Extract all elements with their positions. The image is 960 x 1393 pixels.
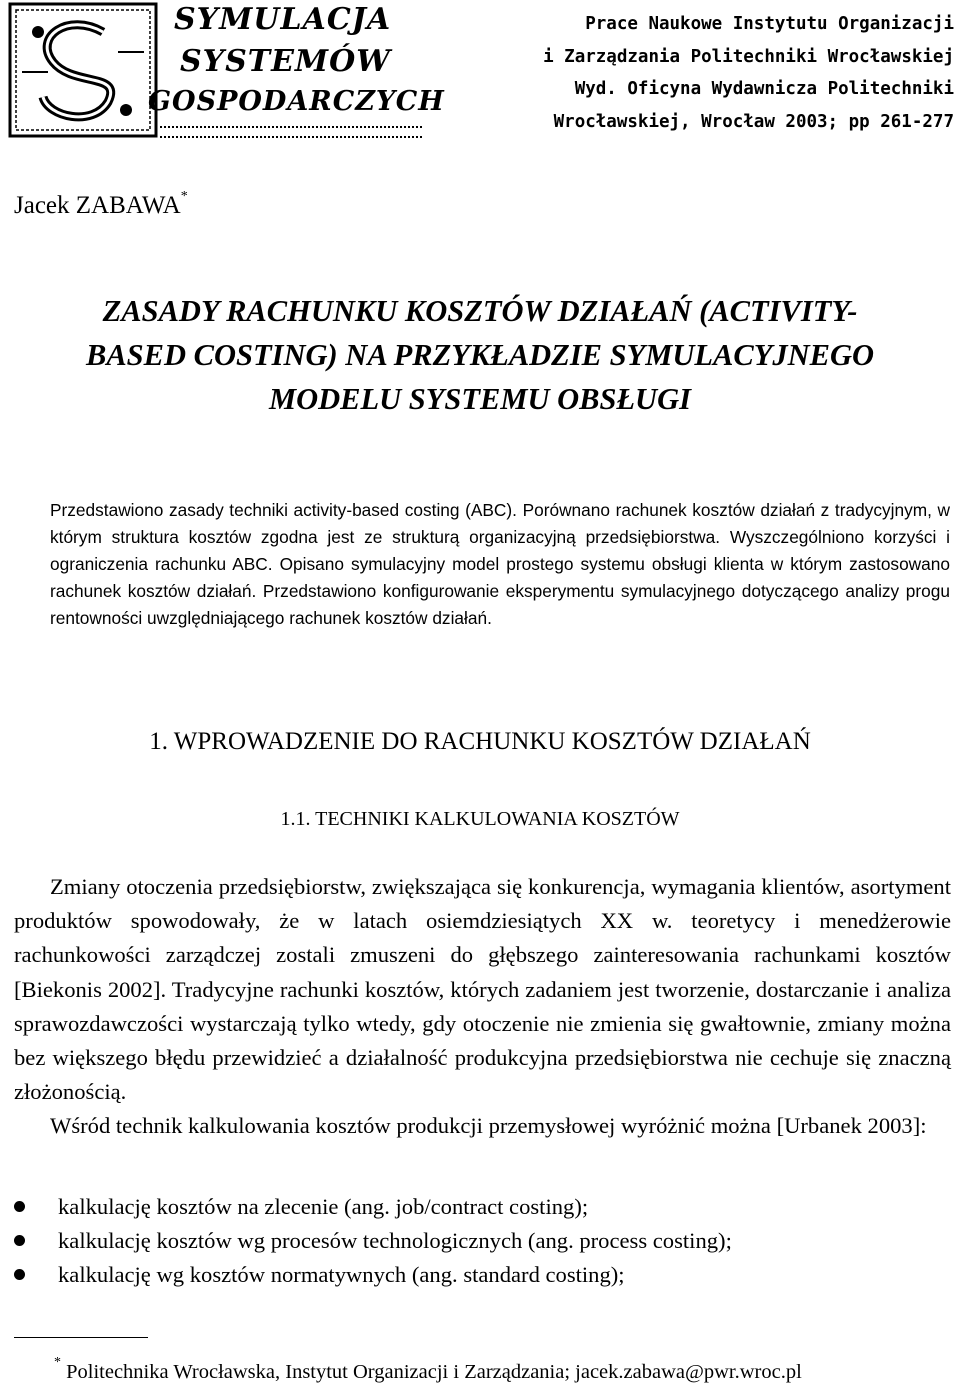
footnote-divider <box>14 1337 148 1338</box>
bullet-list <box>14 1190 951 1293</box>
abstract: Przedstawiono zasady techniki activity-based costing (ABC). Porównano rachunek kosztów działań z tradycyjnym, w którym struktura kosztów zgodna jest ze strukturą organizacyjną przedsiębiorstwa. Wyszczególniono korzyści i ograniczenia rachunku ABC. Opisano symulacyjny model prostego systemu obsługi klienta w którym zastosowano rachunek kosztów działań. Przedstawiono konfigurowanie eksperymentu symulacyjnego dotyczącego analizy progu rentowności uwzględniającego rachunek kosztów działań. <box>50 500 950 628</box>
publication-line: i Zarządzania Politechniki Wrocławskiej <box>543 46 954 67</box>
publication-line: Wrocławskiej, Wrocław 2003; pp 261-277 <box>553 111 954 132</box>
publication-line: Wyd. Oficyna Wydawnicza Politechniki <box>574 79 954 99</box>
logo-line-1: SYMULACJA <box>174 2 392 37</box>
body-text <box>14 870 951 1144</box>
list-item <box>14 1258 951 1292</box>
paper-title <box>0 289 960 421</box>
subsection-heading: 1.1. TECHNIKI KALKULOWANIA KOSZTÓW <box>280 808 680 830</box>
bullet-icon <box>14 1269 25 1280</box>
footnote-mark: * <box>54 1355 61 1370</box>
title-line: MODELU SYSTEMU OBSŁUGI <box>269 382 691 416</box>
title-line: ZASADY RACHUNKU KOSZTÓW DZIAŁAŃ (ACTIVITY- <box>102 294 858 328</box>
list-item-text: kalkulację kosztów wg procesów technologicznych (ang. process costing); <box>58 1228 732 1254</box>
list-item-text: kalkulację kosztów na zlecenie (ang. job/contract costing); <box>58 1194 589 1219</box>
ornament-emblem <box>8 2 158 138</box>
logo-border-strip <box>160 126 422 138</box>
paragraph: Zmiany otoczenia przedsiębiorstw, zwiększająca się konkurencja, wymagania klientów, asortyment produktów spowodowały, że w latach osiemdziesiątych XX w. teoretycy i menedżerowie rachunkowości zarządczej zostali zmuszeni do głębszego zainteresowania rachunkami kosztów [Biekonis 2002]. Tradycyjne rachunki kosztów, których zadaniem jest tworzenie, dostarczanie i analiza sprawozdawczości wystarczają tylko wtedy, gdy otoczenie nie zmienia się gwałtownie, zmiany można bez większego błędu przewidzieć a działalność produkcyjna przedsiębiorstwa nie cechuje się znaczną złożonością. <box>14 874 951 1105</box>
publication-info <box>470 8 954 138</box>
author <box>14 188 188 220</box>
author-footnote-mark: * <box>180 188 188 204</box>
publication-line: Prace Naukowe Instytutu Organizacji <box>585 14 954 34</box>
section-heading: 1. WPROWADZENIE DO RACHUNKU KOSZTÓW DZIAŁAŃ <box>149 728 811 755</box>
footnote-text: Politechnika Wrocławska, Instytut Organizacji i Zarządzania; jacek.zabawa@pwr.wroc.pl <box>66 1360 802 1383</box>
list-item-text: kalkulację wg kosztów normatywnych (ang. standard costing); <box>58 1262 625 1288</box>
bullet-icon <box>14 1201 25 1212</box>
title-line: BASED COSTING) NA PRZYKŁADZIE SYMULACYJNEGO <box>85 338 875 372</box>
footnote <box>54 1355 802 1384</box>
paragraph: Wśród technik kalkulowania kosztów produkcji przemysłowej wyróżnić można [Urbanek 2003]: <box>50 1113 927 1139</box>
logo-line-3: GOSPODARCZYCH <box>148 86 445 117</box>
logo-line-2: SYSTEMÓW <box>180 44 391 79</box>
list-item <box>14 1224 951 1258</box>
list-item <box>14 1190 951 1224</box>
journal-logo <box>8 0 445 140</box>
author-name: Jacek ZABAWA <box>14 192 181 219</box>
bullet-icon <box>14 1235 25 1246</box>
